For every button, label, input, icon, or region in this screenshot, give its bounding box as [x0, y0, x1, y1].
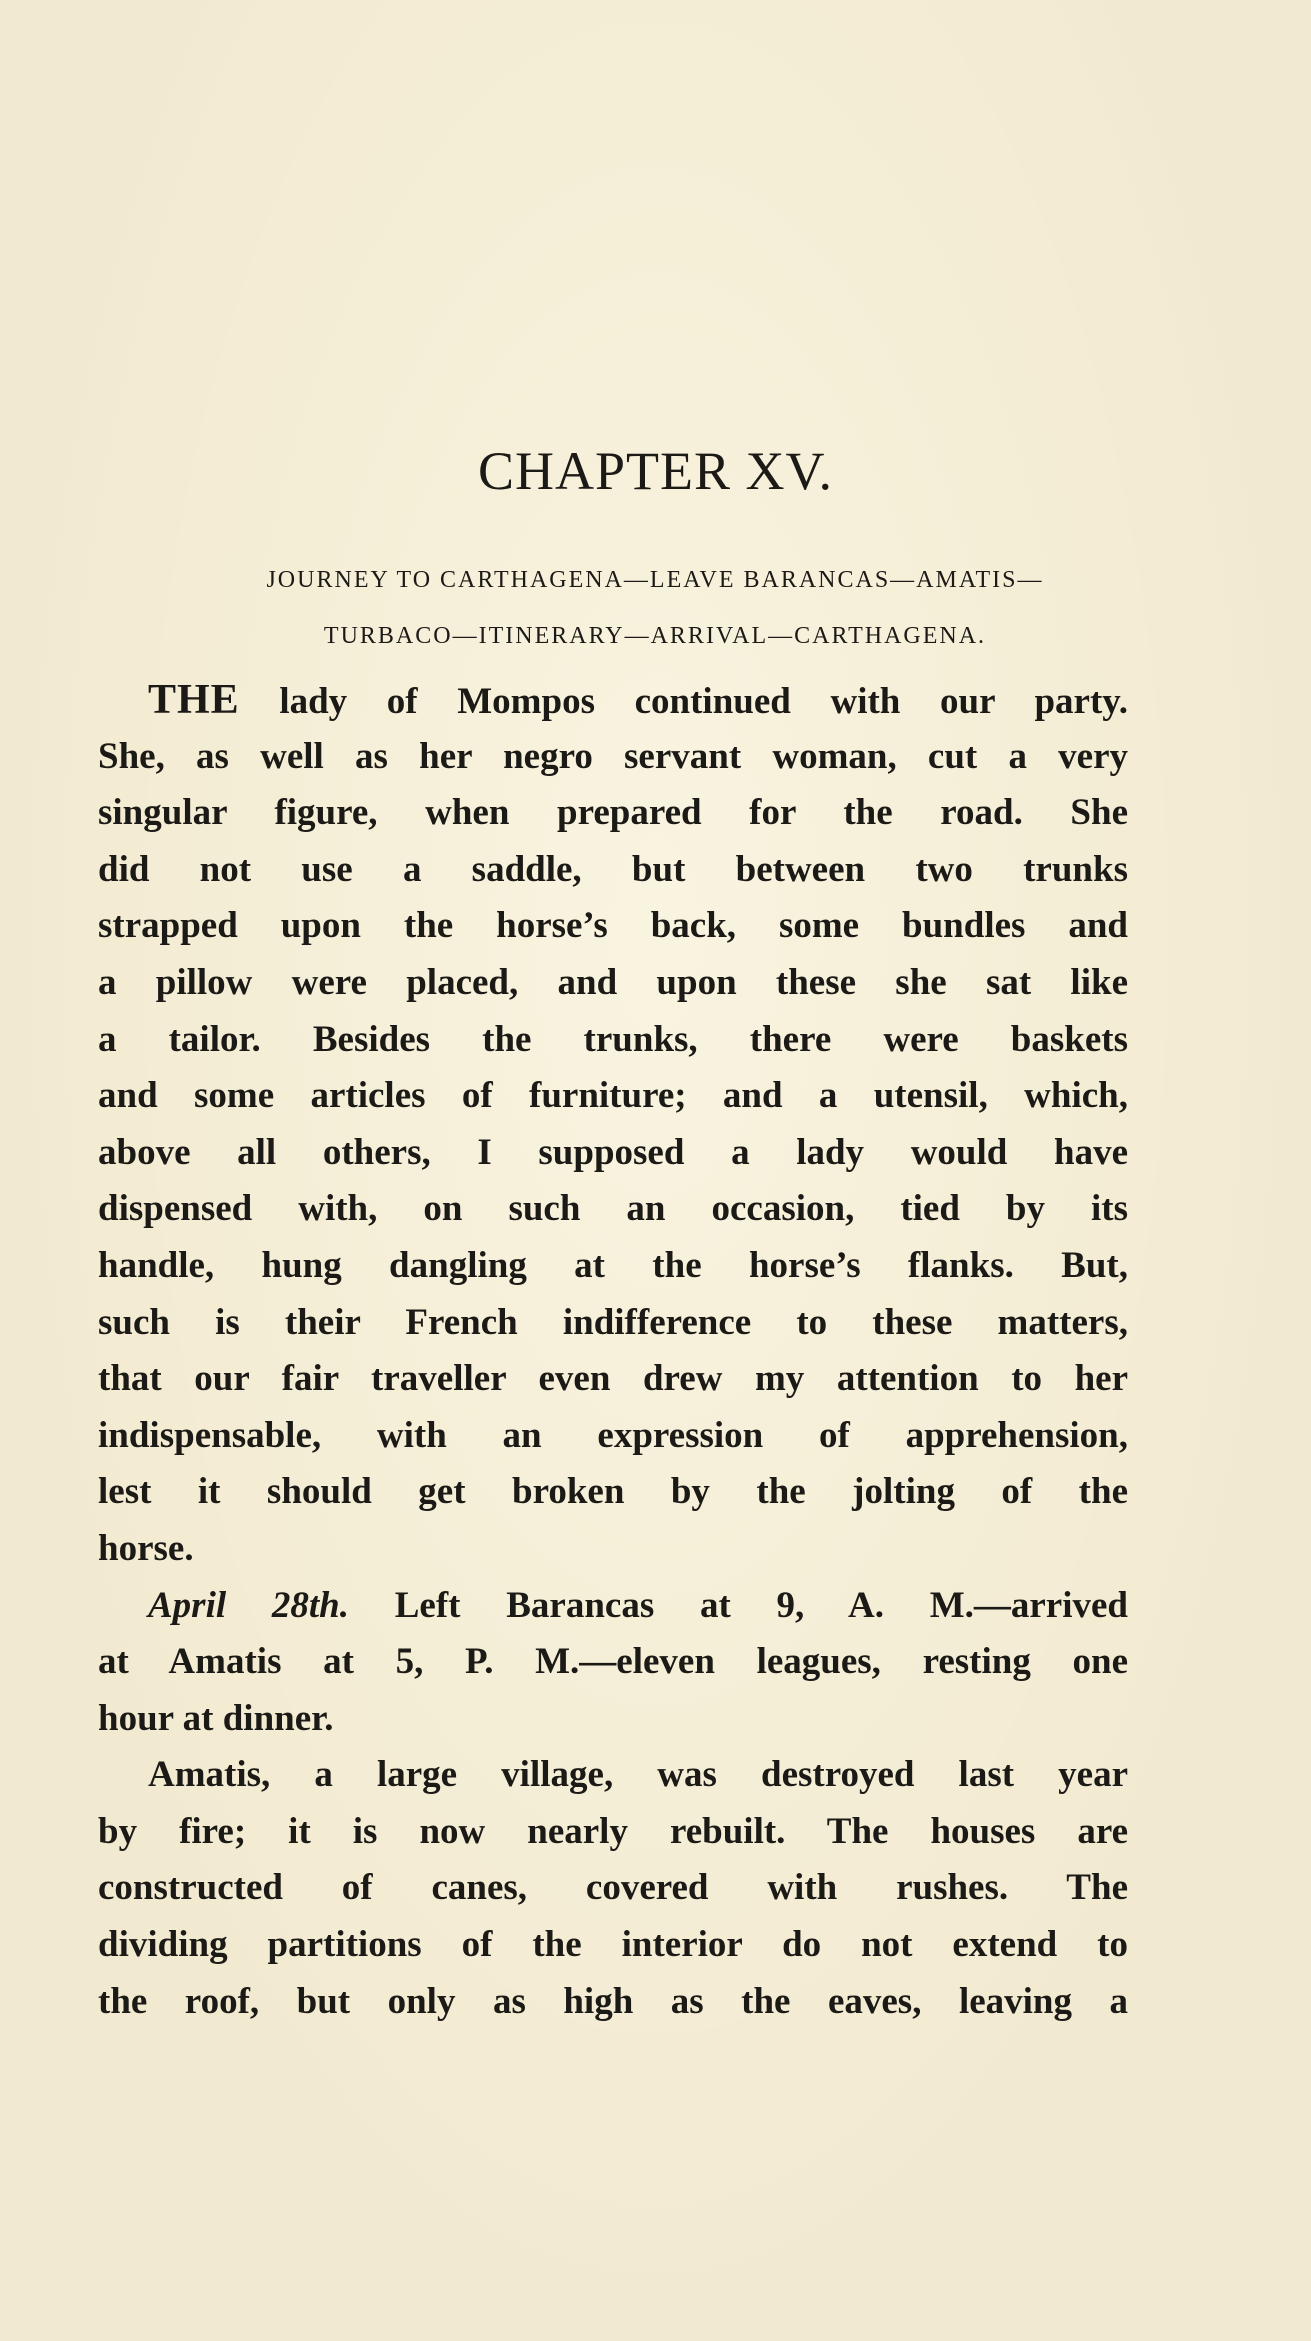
text-line: constructed of canes, covered with rushes. The — [98, 1867, 1128, 1909]
text-line: horse. — [98, 1527, 194, 1569]
text-line: Amatis, a large village, was destroyed last year — [148, 1754, 1128, 1796]
text-line: did not use a saddle, but between two trunks — [98, 848, 1128, 890]
text-line: hour at dinner. — [98, 1697, 334, 1739]
summary-line-2: TURBACO—ITINERARY—ARRIVAL—CARTHAGENA. — [323, 623, 987, 649]
text-line: She, as well as her negro servant woman, cut a very — [98, 735, 1128, 777]
chapter-summary — [80, 552, 1230, 664]
text-line — [98, 1578, 1128, 1635]
date-entry: April 28th. — [148, 1584, 349, 1626]
text-line: singular figure, when prepared for the road. She — [98, 792, 1128, 834]
text-line: above all others, I supposed a lady would have — [98, 1131, 1128, 1173]
text-line: lest it should get broken by the jolting of the — [98, 1471, 1128, 1513]
text-line: and some articles of furniture; and a utensil, which, — [98, 1075, 1128, 1117]
text-line: the roof, but only as high as the eaves, leaving a — [98, 1980, 1128, 2022]
body-text — [98, 672, 1128, 2030]
summary-line-1: JOURNEY TO CARTHAGENA—LEAVE BARANCAS—AMATIS— — [266, 567, 1044, 593]
text-line — [98, 672, 1128, 729]
text-line: such is their French indifference to these matters, — [98, 1301, 1128, 1343]
text-line: dividing partitions of the interior do not extend to — [98, 1924, 1128, 1966]
text-line: by fire; it is now nearly rebuilt. The houses are — [98, 1810, 1128, 1852]
text-line: indispensable, with an expression of apprehension, — [98, 1414, 1128, 1456]
text-line: a pillow were placed, and upon these she sat like — [98, 961, 1128, 1003]
line-text: Left Barancas at 9, A. M.—arrived — [394, 1584, 1129, 1626]
text-line: a tailor. Besides the trunks, there were baskets — [98, 1018, 1128, 1060]
text-line: at Amatis at 5, P. M.—eleven leagues, resting one — [98, 1641, 1128, 1683]
text-line: strapped upon the horse’s back, some bundles and — [98, 905, 1128, 947]
chapter-title: CHAPTER XV. — [477, 441, 834, 501]
text-line: handle, hung dangling at the horse’s flanks. But, — [98, 1244, 1128, 1286]
text-line: dispensed with, on such an occasion, tied by its — [98, 1188, 1128, 1230]
dropcap-word: THE — [148, 677, 240, 723]
line-text: lady of Mompos continued with our party. — [279, 681, 1128, 722]
text-line: that our fair traveller even drew my attention to her — [98, 1358, 1128, 1400]
